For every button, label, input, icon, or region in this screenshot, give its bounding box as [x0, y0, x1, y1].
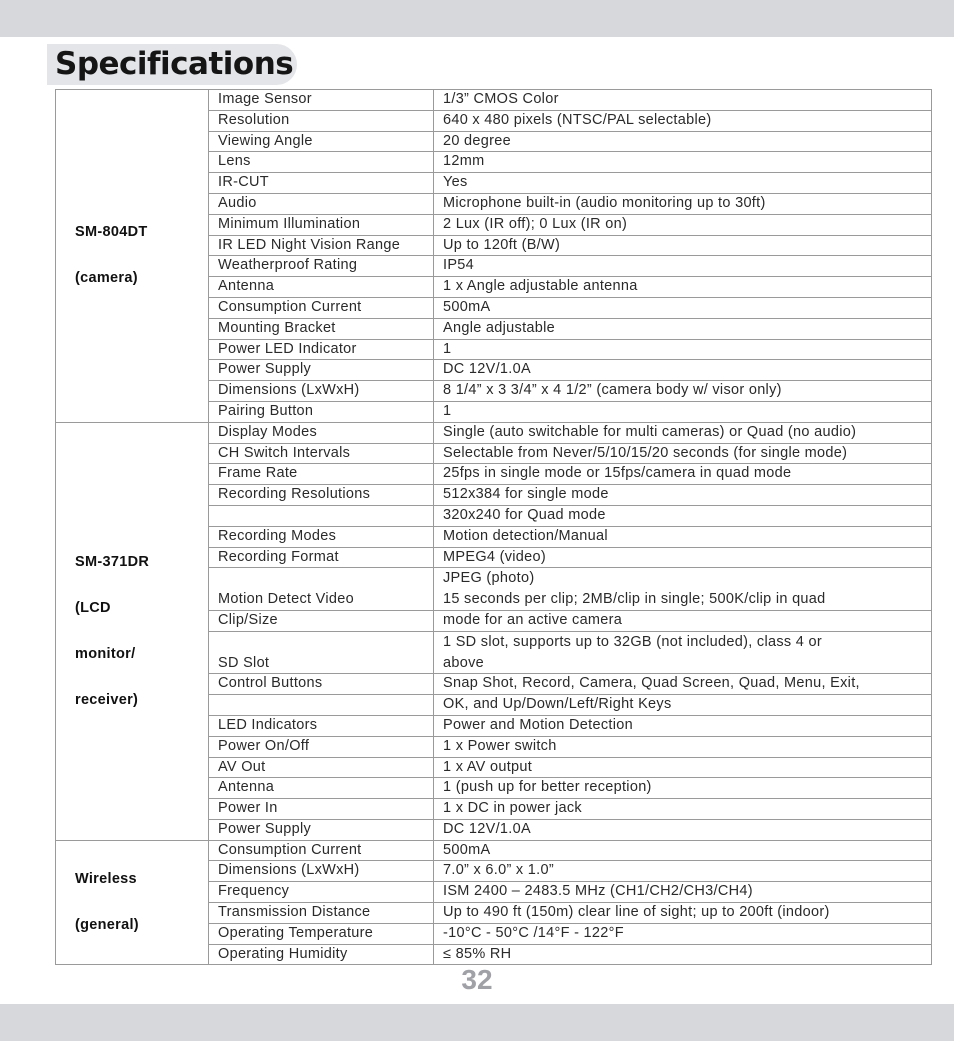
spec-value: ISM 2400 – 2483.5 MHz (CH1/CH2/CH3/CH4): [434, 882, 932, 903]
spec-name: Power Supply: [209, 819, 434, 840]
spec-name: Transmission Distance: [209, 903, 434, 924]
spec-name: SD Slot: [209, 631, 434, 674]
spec-value: Single (auto switchable for multi cameras) or Quad (no audio): [434, 422, 932, 443]
spec-value: Up to 120ft (B/W): [434, 235, 932, 256]
group-label-line: SM-371DR: [75, 553, 150, 570]
spec-value: Selectable from Never/5/10/15/20 seconds (for single mode): [434, 443, 932, 464]
spec-value: 1: [434, 339, 932, 360]
spec-value: 320x240 for Quad mode: [434, 505, 932, 526]
spec-value: 500mA: [434, 297, 932, 318]
group-label-line: Wireless: [75, 871, 137, 888]
spec-value: 1 SD slot, supports up to 32GB (not included), class 4 or above: [434, 631, 932, 674]
spec-value: Microphone built-in (audio monitoring up to 30ft): [434, 193, 932, 214]
spec-name: Recording Modes: [209, 526, 434, 547]
spec-name: Antenna: [209, 277, 434, 298]
spec-value: Power and Motion Detection: [434, 715, 932, 736]
top-band: [0, 0, 954, 37]
bottom-band: [0, 1004, 954, 1041]
spec-name: Weatherproof Rating: [209, 256, 434, 277]
spec-value: 20 degree: [434, 131, 932, 152]
spec-value: -10°C - 50°C /14°F - 122°F: [434, 923, 932, 944]
spec-value: 500mA: [434, 840, 932, 861]
spec-value: 1 x Power switch: [434, 736, 932, 757]
spec-name: CH Switch Intervals: [209, 443, 434, 464]
group-label-line: monitor/: [75, 645, 136, 662]
spec-value: Snap Shot, Record, Camera, Quad Screen, Quad, Menu, Exit,: [434, 674, 932, 695]
page-number: 32: [461, 964, 493, 995]
page-title: Specifications: [55, 46, 294, 82]
spec-name: Display Modes: [209, 422, 434, 443]
group-label-line: SM-804DT: [75, 224, 148, 241]
specifications-table: [55, 89, 932, 965]
spec-name: Power On/Off: [209, 736, 434, 757]
spec-value: 640 x 480 pixels (NTSC/PAL selectable): [434, 110, 932, 131]
spec-value: ≤ 85% RH: [434, 944, 932, 965]
spec-value: mode for an active camera: [434, 610, 932, 631]
spec-name: IR-CUT: [209, 173, 434, 194]
spec-name: Frame Rate: [209, 464, 434, 485]
spec-name: Lens: [209, 152, 434, 173]
spec-name: Recording Resolutions: [209, 485, 434, 506]
spec-value: 25fps in single mode or 15fps/camera in quad mode: [434, 464, 932, 485]
spec-name: Power LED Indicator: [209, 339, 434, 360]
spec-name: IR LED Night Vision Range: [209, 235, 434, 256]
spec-value: IP54: [434, 256, 932, 277]
group-label: [56, 840, 209, 965]
spec-name: Operating Temperature: [209, 923, 434, 944]
spec-name: Dimensions (LxWxH): [209, 381, 434, 402]
spec-name: Antenna: [209, 778, 434, 799]
spec-name: Audio: [209, 193, 434, 214]
table-row: [56, 840, 932, 861]
spec-name: Consumption Current: [209, 297, 434, 318]
spec-value: OK, and Up/Down/Left/Right Keys: [434, 695, 932, 716]
spec-name: Image Sensor: [209, 90, 434, 111]
spec-name: LED Indicators: [209, 715, 434, 736]
spec-value: 512x384 for single mode: [434, 485, 932, 506]
spec-value: Angle adjustable: [434, 318, 932, 339]
spec-value: Up to 490 ft (150m) clear line of sight; up to 200ft (indoor): [434, 903, 932, 924]
table-row: [56, 90, 932, 111]
spec-name: Recording Format: [209, 547, 434, 568]
spec-name: Operating Humidity: [209, 944, 434, 965]
spec-value: DC 12V/1.0A: [434, 819, 932, 840]
specifications-table-body: [56, 90, 932, 965]
spec-name: Consumption Current: [209, 840, 434, 861]
group-label-line: (LCD: [75, 599, 111, 616]
spec-name: Pairing Button: [209, 401, 434, 422]
spec-value: 1 x DC in power jack: [434, 799, 932, 820]
spec-value: 8 1/4” x 3 3/4” x 4 1/2” (camera body w/ visor only): [434, 381, 932, 402]
spec-name: Motion Detect Video: [209, 568, 434, 611]
spec-value: 12mm: [434, 152, 932, 173]
spec-value: Motion detection/Manual: [434, 526, 932, 547]
spec-value: 1/3” CMOS Color: [434, 90, 932, 111]
group-label-line: (camera): [75, 270, 138, 287]
spec-value: Yes: [434, 173, 932, 194]
spec-name: [209, 695, 434, 716]
spec-name: Viewing Angle: [209, 131, 434, 152]
group-label: [56, 422, 209, 840]
spec-value: 2 Lux (IR off); 0 Lux (IR on): [434, 214, 932, 235]
group-label-line: (general): [75, 917, 139, 934]
spec-name: Power Supply: [209, 360, 434, 381]
spec-value: 1 (push up for better reception): [434, 778, 932, 799]
spec-name: Resolution: [209, 110, 434, 131]
group-label: [56, 90, 209, 423]
spec-name: Control Buttons: [209, 674, 434, 695]
spec-value: JPEG (photo) 15 seconds per clip; 2MB/clip in single; 500K/clip in quad: [434, 568, 932, 611]
spec-value: DC 12V/1.0A: [434, 360, 932, 381]
spec-name: [209, 505, 434, 526]
spec-value: 7.0” x 6.0” x 1.0”: [434, 861, 932, 882]
table-row: [56, 422, 932, 443]
spec-value: 1 x AV output: [434, 757, 932, 778]
spec-name: AV Out: [209, 757, 434, 778]
spec-name: Minimum Illumination: [209, 214, 434, 235]
spec-name: Clip/Size: [209, 610, 434, 631]
group-label-line: receiver): [75, 691, 139, 708]
spec-name: Mounting Bracket: [209, 318, 434, 339]
spec-name: Frequency: [209, 882, 434, 903]
spec-value: 1: [434, 401, 932, 422]
spec-name: Dimensions (LxWxH): [209, 861, 434, 882]
spec-value: MPEG4 (video): [434, 547, 932, 568]
spec-value: 1 x Angle adjustable antenna: [434, 277, 932, 298]
spec-name: Power In: [209, 799, 434, 820]
